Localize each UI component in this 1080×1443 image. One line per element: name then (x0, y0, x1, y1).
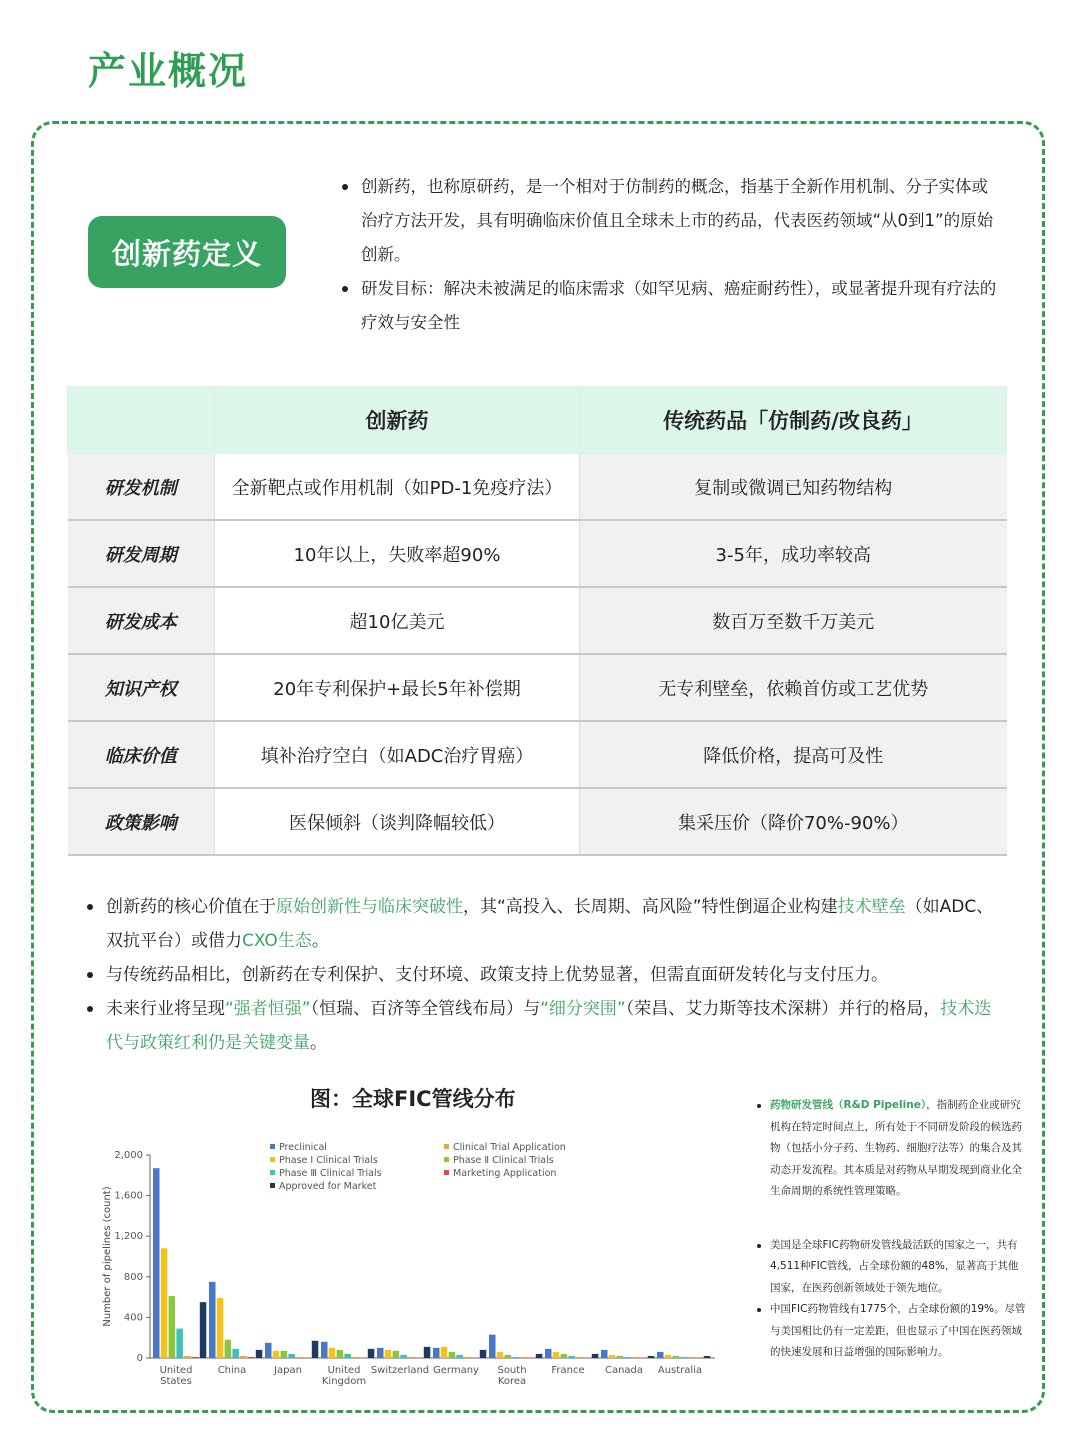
table-row (68, 520, 1007, 587)
table-header-empty (68, 387, 215, 454)
bar-phase-clinical-trials (329, 1348, 336, 1358)
cell-traditional: 集采压价（降价70%-90%） (580, 788, 1007, 855)
bar-preclinical (265, 1343, 272, 1358)
cell-traditional: 复制或微调已知药物结构 (580, 454, 1007, 521)
bar-preclinical (545, 1349, 552, 1358)
row-header: 政策影响 (68, 788, 215, 855)
bar-phase-clinical-trials (281, 1351, 288, 1358)
y-tick-label: 1,600 (114, 1190, 143, 1202)
bar-clinical-trial-application (520, 1357, 527, 1358)
bar-phase-clinical-trials (449, 1352, 456, 1358)
bar-preclinical (433, 1348, 440, 1358)
cell-innovative: 全新靶点或作用机制（如PD-1免疫疗法） (215, 454, 580, 521)
bar-clinical-trial-application (408, 1357, 415, 1358)
summary-text: （荣昌、艾力斯等技术深耕）并行的格局， (625, 999, 941, 1019)
bar-phase-clinical-trials (561, 1354, 568, 1358)
side-note: 美国是全球FIC药物研发管线最活跃的国家之一，共有4,511种FIC管线，占全球份额的48%，显著高于其他国家，在医药创新领域处于领先地位。 (757, 1235, 1027, 1300)
side-note: 中国FIC药物管线有1775个，占全球份额的19%。尽管与美国相比仍有一定差距，但也显示了中国在医药领域的快速发展和日益增强的国际影响力。 (757, 1299, 1027, 1364)
bar-marketing-application (192, 1357, 199, 1358)
bar-approved-for-market (200, 1302, 207, 1358)
row-header: 知识产权 (68, 654, 215, 721)
bar-clinical-trial-application (352, 1357, 359, 1358)
bar-clinical-trial-application (296, 1357, 303, 1358)
row-header: 研发成本 (68, 587, 215, 654)
x-tick-label: United (159, 1365, 193, 1376)
chart-title: 图：全球FIC管线分布 (310, 1087, 516, 1111)
definition-bullet: 创新药，也称原研药，是一个相对于仿制药的概念，指基于全新作用机制、分子实体或治疗方法开发，具有明确临床价值且全球未上市的药品，代表医药领域“从0到1”的原始创新。 (340, 170, 1000, 272)
summary-bullet: 与传统药品相比，创新药在专利保护、支付环境、政策支持上优势显著，但需直面研发转化与支付压力。 (85, 958, 1005, 992)
legend-label: Phase Ⅱ Clinical Trials (453, 1155, 554, 1166)
x-tick-label: Korea (497, 1376, 527, 1387)
row-header: 研发机制 (68, 454, 215, 521)
summary-highlight: “强者恒强” (225, 999, 311, 1019)
cell-innovative: 20年专利保护+最长5年补偿期 (215, 654, 580, 721)
table-header-innovative: 创新药 (215, 387, 580, 454)
bar-phase-clinical-trials (288, 1354, 295, 1358)
chart-svg (95, 1135, 735, 1395)
legend-label: Clinical Trial Application (453, 1142, 566, 1153)
summary-text: 。 (310, 1033, 327, 1053)
bar-phase-clinical-trials (176, 1329, 183, 1358)
summary-bullets (85, 890, 1005, 1060)
legend-swatch (270, 1157, 275, 1162)
bar-phase-clinical-trials (344, 1354, 351, 1358)
table-row (68, 788, 1007, 855)
pipeline-chart (95, 1135, 735, 1395)
bar-phase-clinical-trials (385, 1350, 392, 1358)
bar-phase-clinical-trials (273, 1351, 280, 1358)
bar-marketing-application (304, 1357, 311, 1358)
summary-text: 未来行业将呈现 (106, 999, 225, 1019)
definition-bullets (340, 170, 1000, 340)
bar-phase-clinical-trials (217, 1298, 224, 1358)
bar-phase-clinical-trials (161, 1248, 168, 1358)
legend-label: Approved for Market (279, 1181, 377, 1192)
bar-preclinical (321, 1342, 328, 1358)
row-header: 临床价值 (68, 721, 215, 788)
y-axis-label: Number of pipelines (count) (102, 1186, 113, 1327)
y-tick-label: 1,200 (114, 1231, 143, 1243)
x-tick-label: Switzerland (370, 1365, 430, 1376)
bar-clinical-trial-application (464, 1357, 471, 1358)
legend-label: Preclinical (279, 1142, 327, 1153)
bar-phase-clinical-trials (225, 1340, 232, 1358)
cell-innovative: 10年以上，失败率超90% (215, 520, 580, 587)
summary-bullet (85, 890, 1005, 958)
bar-phase-clinical-trials (673, 1356, 680, 1358)
summary-highlight: 技术迭代与政策红利仍是关键变量 (106, 999, 992, 1053)
table-header-row (68, 387, 1007, 454)
bar-phase-clinical-trials (441, 1347, 448, 1358)
cell-traditional: 3-5年，成功率较高 (580, 520, 1007, 587)
bar-preclinical (153, 1168, 160, 1358)
x-tick-label: States (160, 1376, 192, 1387)
legend-swatch (444, 1170, 449, 1175)
bar-marketing-application (640, 1357, 647, 1358)
legend-label: Phase Ⅰ Clinical Trials (279, 1155, 378, 1166)
bar-approved-for-market (536, 1354, 543, 1358)
x-tick-label: United (327, 1365, 361, 1376)
bar-phase-clinical-trials (665, 1355, 672, 1358)
side-note (757, 1095, 1027, 1203)
side-note-text: ，指制药企业或研究机构在特定时间点上，所有处于不同研发阶段的候选药物（包括小分子药、生物药、细胞疗法等）的集合及其动态开发流程。其本质是对药物从早期发现到商业化全生命周期的系统性管理策略。 (770, 1099, 1022, 1197)
summary-highlight: 原始创新性与临床突破性 (276, 897, 463, 917)
y-tick-label: 0 (136, 1353, 143, 1364)
bar-approved-for-market (424, 1347, 431, 1358)
definition-bullet: 研发目标：解决未被满足的临床需求（如罕见病、癌症耐药性），或显著提升现有疗法的疗效与安全性 (340, 272, 1000, 340)
bar-marketing-application (472, 1357, 479, 1358)
bar-phase-clinical-trials (568, 1356, 575, 1358)
bar-approved-for-market (312, 1341, 319, 1358)
table-header-traditional: 传统药品「仿制药/改良药」 (580, 387, 1007, 454)
bar-marketing-application (584, 1357, 591, 1358)
y-tick-label: 400 (123, 1312, 143, 1324)
cell-traditional: 降低价格，提高可及性 (580, 721, 1007, 788)
summary-text: 创新药的核心价值在于 (106, 897, 276, 917)
legend-label: Phase Ⅲ Clinical Trials (279, 1168, 382, 1179)
summary-highlight: “细分突围” (540, 999, 626, 1019)
bar-clinical-trial-application (632, 1357, 639, 1358)
bar-phase-clinical-trials (609, 1355, 616, 1358)
legend-swatch (270, 1144, 275, 1149)
summary-highlight: 技术壁垒 (837, 897, 906, 917)
bar-phase-clinical-trials (497, 1352, 504, 1358)
bar-preclinical (209, 1282, 216, 1358)
bar-phase-clinical-trials (400, 1355, 407, 1358)
bar-marketing-application (360, 1357, 367, 1358)
table-row (68, 654, 1007, 721)
bar-preclinical (377, 1348, 384, 1358)
bar-preclinical (657, 1352, 664, 1358)
bar-phase-clinical-trials (505, 1355, 512, 1358)
cell-innovative: 超10亿美元 (215, 587, 580, 654)
x-tick-label: Canada (604, 1365, 644, 1376)
x-tick-label: South (497, 1365, 527, 1376)
summary-highlight: CXO生态 (242, 931, 312, 951)
summary-bullet (85, 992, 1005, 1060)
side-note-highlight: 药物研发管线（R&D Pipeline） (770, 1099, 927, 1111)
bar-phase-clinical-trials (169, 1296, 176, 1358)
bar-approved-for-market (648, 1356, 655, 1358)
side-gap (757, 1203, 1027, 1235)
x-tick-label: Kingdom (321, 1376, 367, 1387)
bar-clinical-trial-application (576, 1357, 583, 1358)
legend-swatch (270, 1183, 275, 1188)
summary-text: （恒瑞、百济等全管线布局）与 (310, 999, 541, 1019)
comparison-table (67, 386, 1007, 856)
bar-clinical-trial-application (240, 1356, 247, 1358)
bar-clinical-trial-application (184, 1356, 191, 1358)
y-tick-label: 800 (123, 1271, 143, 1283)
legend-swatch (444, 1144, 449, 1149)
bar-approved-for-market (368, 1349, 375, 1358)
legend-swatch (270, 1170, 275, 1175)
bar-preclinical (601, 1350, 608, 1358)
bar-approved-for-market (592, 1354, 599, 1358)
page-title: 产业概况 (88, 49, 249, 93)
y-tick-label: 2,000 (114, 1150, 143, 1161)
side-notes (757, 1095, 1027, 1364)
x-tick-label: Japan (274, 1365, 302, 1376)
bar-approved-for-market (704, 1356, 711, 1358)
bar-phase-clinical-trials (232, 1349, 239, 1358)
x-tick-label: France (551, 1365, 585, 1376)
table-row (68, 721, 1007, 788)
bar-phase-clinical-trials (337, 1350, 344, 1358)
summary-text: 。 (311, 931, 329, 951)
row-header: 研发周期 (68, 520, 215, 587)
bar-clinical-trial-application (688, 1357, 695, 1358)
bar-preclinical (489, 1335, 496, 1358)
cell-traditional: 数百万至数千万美元 (580, 587, 1007, 654)
bar-approved-for-market (480, 1350, 487, 1358)
bar-approved-for-market (256, 1350, 262, 1358)
x-tick-label: China (217, 1365, 247, 1376)
x-tick-label: Australia (657, 1365, 703, 1376)
table-row (68, 454, 1007, 521)
bar-marketing-application (528, 1357, 535, 1358)
cell-innovative: 医保倾斜（谈判降幅较低） (215, 788, 580, 855)
cell-innovative: 填补治疗空白（如ADC治疗胃癌） (215, 721, 580, 788)
bar-phase-clinical-trials (512, 1357, 519, 1358)
summary-text: （如ADC、双抗平台）或借力 (106, 897, 994, 951)
legend-swatch (444, 1157, 449, 1162)
bar-phase-clinical-trials (624, 1357, 631, 1358)
table-row (68, 587, 1007, 654)
bar-marketing-application (248, 1357, 255, 1358)
bar-phase-clinical-trials (617, 1356, 624, 1358)
summary-text: ，其“高投入、长周期、高风险”特性倒逼企业构建 (463, 897, 838, 917)
x-tick-label: Germany (433, 1365, 479, 1376)
bar-phase-clinical-trials (393, 1351, 400, 1358)
bar-phase-clinical-trials (553, 1352, 560, 1358)
bar-marketing-application (696, 1357, 703, 1358)
legend-label: Marketing Application (453, 1168, 557, 1179)
cell-traditional: 无专利壁垒，依赖首仿或工艺优势 (580, 654, 1007, 721)
bar-marketing-application (416, 1357, 423, 1358)
definition-badge: 创新药定义 (88, 216, 286, 288)
bar-phase-clinical-trials (680, 1357, 687, 1358)
bar-phase-clinical-trials (456, 1355, 463, 1358)
